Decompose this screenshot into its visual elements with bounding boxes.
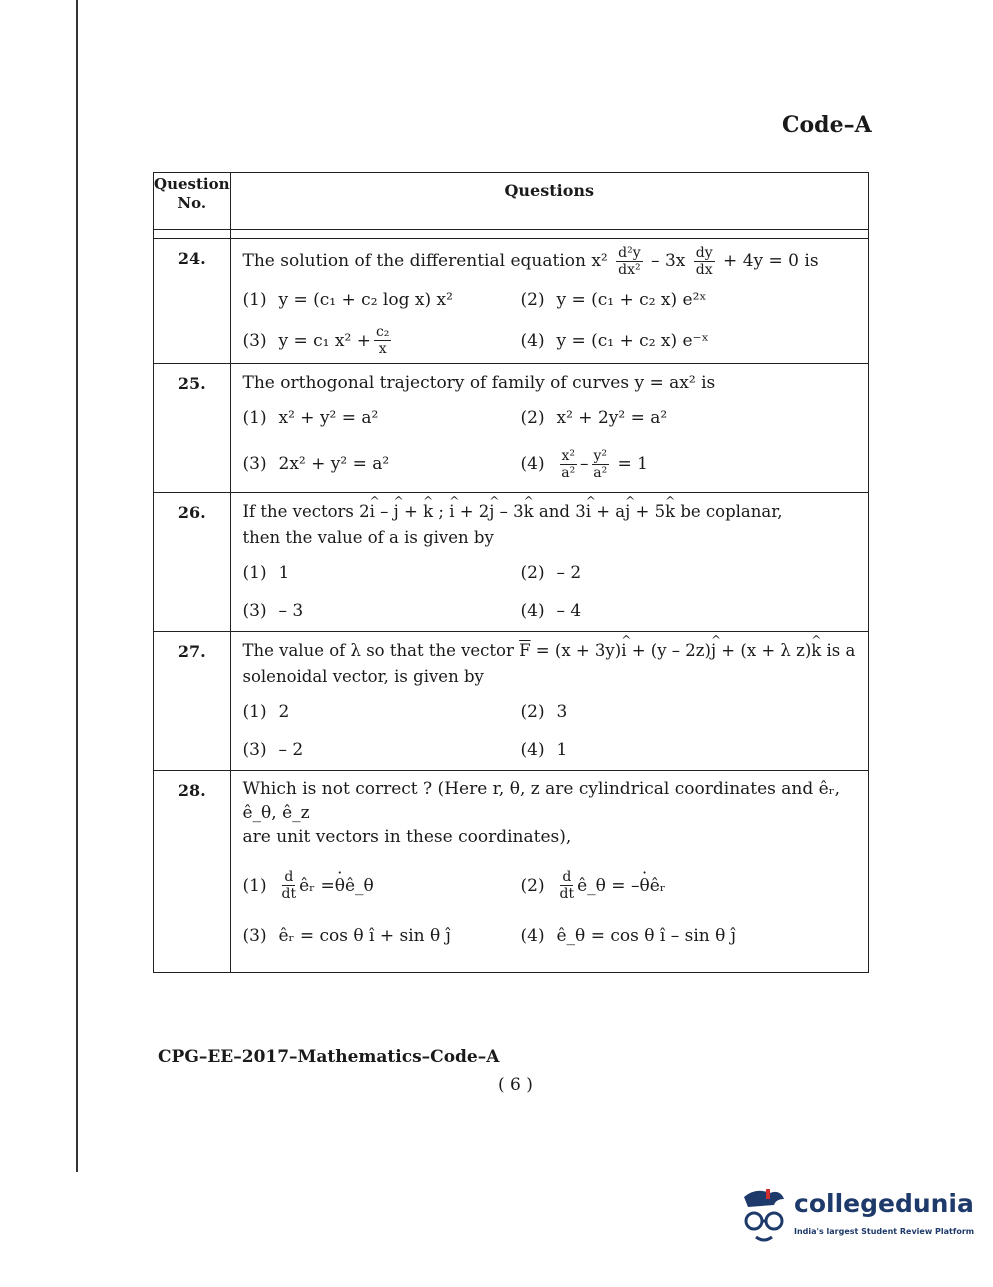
option-3: (3) y = c₁ x² + $\frac{\text{c₂}}{x}$ [242,324,390,357]
question-stem: The value of λ so that the vector $\overline{F} = (x$ + 3y)^ i + (y – 2z)^ j + (x + λ z)^ k is a solenoidal vector, is given by [243,638,863,690]
brand-tagline: India's largest Student Review Platform [794,1227,975,1236]
option-4: (4) – 4 [520,601,582,621]
margin-line [76,0,78,1172]
option-4: (4) ê_θ = cos θ î – sin θ ĵ [520,926,737,946]
question-number: 25. [154,364,231,493]
graduate-mascot-icon [736,1185,792,1245]
option-1: (1) 2 [242,702,290,722]
question-stem: The orthogonal trajectory of family of curves y = ax² is [242,373,716,393]
option-2: (2) $\frac{d}{dt}$ ê_θ = – · θ êᵣ [521,869,863,902]
page-number: ( 6 ) [498,1075,533,1095]
option-2: (2) 3 [520,702,568,722]
question-27 [154,632,869,771]
table-gap [154,230,869,239]
option-2: (2) x² + 2y² = a² [520,408,668,428]
question-24 [154,239,869,364]
option-1: (1) 1 [242,563,290,583]
table-header-row [154,173,869,230]
question-25 [154,364,869,493]
option-4: (4) y = (c₁ + c₂ x) e⁻ˣ [520,330,709,351]
option-1: (1) y = (c₁ + c₂ log x) x² [242,290,453,310]
footer-paper-title: CPG–EE–2017–Mathematics–Code–A [158,1047,500,1067]
option-3: (3) – 2 [242,740,304,760]
question-26 [154,493,869,632]
paper-code: Code–A [782,112,872,138]
question-table [153,172,869,973]
option-1: (1) x² + y² = a² [242,408,379,428]
question-stem: Which is not correct ? (Here r, θ, z are cylindrical coordinates and êᵣ, ê_θ, ê_z are unit vectors in these coordinates), [242,779,841,847]
fraction: $\frac{dy}{dx}$ [695,245,713,278]
col-header-questions: Questions [230,173,869,230]
question-number: 28. [154,771,231,973]
question-stem: The solution of the differential equation x² $\frac{\text{d²y}}{\text{dx²}}$ – 3x $\frac{dy}{dx}$ + 4y = 0 is [242,245,819,278]
question-number: 24. [154,239,231,364]
col-header-question-no: Question No. [154,173,231,230]
fraction: $\frac{\text{d²y}}{\text{dx²}}$ [618,245,641,278]
option-3: (3) – 3 [242,601,304,621]
question-28 [154,771,869,973]
option-2: (2) – 2 [520,563,582,583]
option-1: (1) $\frac{d}{dt}$ êᵣ = · θ ê_θ [243,869,521,902]
question-stem: If the vectors 2^ i – ^ j + ^ k ; ^ i + 2^ j – 3^ k and 3^ i + a^ j + 5^ k be coplanar, then the value of a is given by [243,499,863,551]
brand-name: collegedunia [794,1189,974,1218]
collegedunia-logo [736,1185,975,1245]
question-number: 27. [154,632,231,771]
option-4: (4) 1 [520,740,568,760]
option-4: (4) $\frac{\text{x²}}{\text{a²}}$ – $\frac{\text{y²}}{\text{a²}}$ = 1 [520,447,648,481]
option-3: (3) êᵣ = cos θ î + sin θ ĵ [242,926,451,946]
option-2: (2) y = (c₁ + c₂ x) e²ˣ [520,290,707,310]
question-number: 26. [154,493,231,632]
option-3: (3) 2x² + y² = a² [242,454,390,474]
